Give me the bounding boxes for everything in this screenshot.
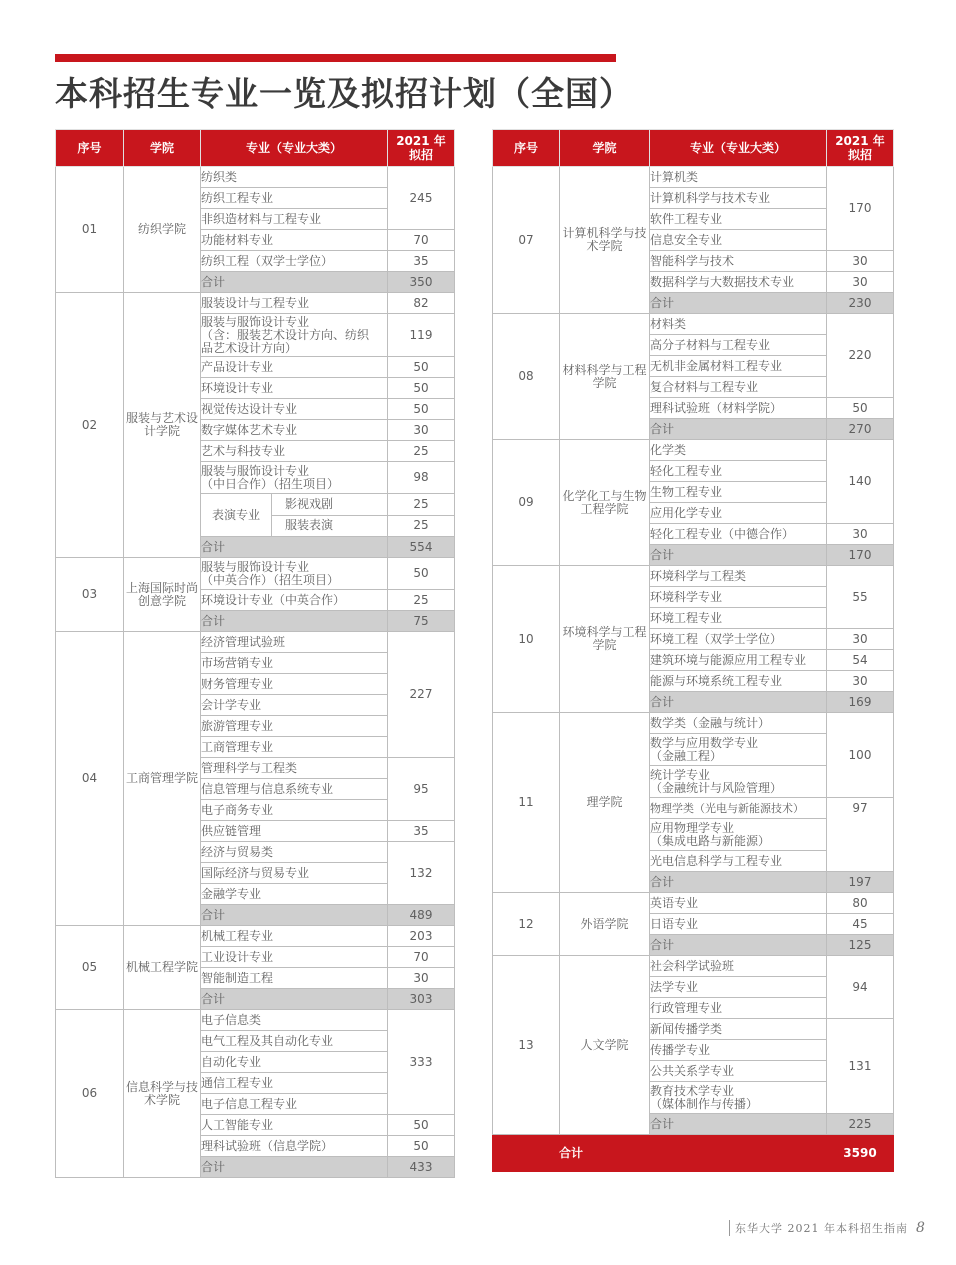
plan-value: 30 — [388, 420, 455, 441]
major-row: 管理科学与工程类 — [201, 758, 388, 779]
major-note: （集成电路与新能源） — [650, 833, 771, 848]
performance-subtable — [201, 494, 387, 536]
major-row: 金融学专业 — [201, 884, 388, 905]
major-note: （金融统计与风险管理） — [650, 780, 783, 795]
plan-value: 227 — [388, 632, 455, 758]
major-note: （中日合作）（招生项目） — [201, 476, 340, 491]
subtotal-value: 230 — [827, 293, 894, 314]
major-row: 环境科学专业 — [650, 587, 827, 608]
major-row: 信息安全专业 — [650, 230, 827, 251]
major-note: （中英合作）（招生项目） — [201, 572, 340, 587]
plan-value: 131 — [827, 1019, 894, 1114]
major-name: 服装与服饰设计专业 — [201, 314, 310, 329]
subtotal-label: 合计 — [650, 872, 827, 893]
major-row: 法学专业 — [650, 977, 827, 998]
plan-value: 50 — [388, 1136, 455, 1157]
major-row: 环境科学与工程类 — [650, 566, 827, 587]
major-row: 服装设计与工程专业 — [201, 293, 388, 314]
major-row: 无机非金属材料工程专业 — [650, 356, 827, 377]
header-college: 学院 — [124, 130, 201, 167]
subtotal-value: 433 — [388, 1157, 455, 1178]
major-row: 社会科学试验班 — [650, 956, 827, 977]
header-major: 专业（专业大类） — [201, 130, 388, 167]
college-name: 材料科学与工程学院 — [560, 314, 650, 440]
plan-value: 50 — [388, 399, 455, 420]
major-row: 自动化专业 — [201, 1052, 388, 1073]
plan-value: 35 — [388, 821, 455, 842]
major-row — [201, 558, 388, 590]
college-name: 机械工程学院 — [124, 926, 201, 1010]
major-row: 能源与环境系统工程专业 — [650, 671, 827, 692]
major-row: 公共关系学专业 — [650, 1061, 827, 1082]
grand-total-label: 合计 — [493, 1135, 650, 1172]
major-row: 信息管理与信息系统专业 — [201, 779, 388, 800]
major-row: 国际经济与贸易专业 — [201, 863, 388, 884]
subtotal-label: 合计 — [201, 537, 388, 558]
college-name: 化学化工与生物工程学院 — [560, 440, 650, 566]
plan-value: 94 — [827, 956, 894, 1019]
major-direction: 服装表演 — [285, 518, 334, 533]
college-name: 计算机科学与技术学院 — [560, 167, 650, 314]
header-no: 序号 — [493, 130, 560, 167]
major-row: 供应链管理 — [201, 821, 388, 842]
plan-value: 119 — [388, 314, 455, 357]
title-accent-bar — [55, 54, 616, 62]
major-row: 轻化工程专业 — [650, 461, 827, 482]
major-row: 环境工程专业 — [650, 608, 827, 629]
plan-value: 95 — [388, 758, 455, 821]
subtotal-value: 554 — [388, 537, 455, 558]
major-row: 数字媒体艺术专业 — [201, 420, 388, 441]
subtotal-value: 169 — [827, 692, 894, 713]
plan-value: 220 — [827, 314, 894, 398]
major-row: 产品设计专业 — [201, 357, 388, 378]
plan-value: 54 — [827, 650, 894, 671]
plan-value: 25 — [388, 441, 455, 462]
major-row: 工商管理专业 — [201, 737, 388, 758]
major-note: （金融工程） — [650, 748, 723, 763]
college-name: 服装与艺术设计学院 — [124, 293, 201, 558]
college-no: 06 — [56, 1010, 124, 1178]
plan-value: 30 — [827, 251, 894, 272]
college-no: 12 — [493, 893, 560, 956]
major-row — [650, 1082, 827, 1114]
major-row: 环境设计专业（中英合作） — [201, 590, 388, 611]
major-direction: 影视戏剧 — [272, 494, 388, 515]
major-row: 理科试验班（信息学院） — [201, 1136, 388, 1157]
major-row: 电子信息工程专业 — [201, 1094, 388, 1115]
plan-value: 333 — [388, 1010, 455, 1115]
major-row: 建筑环境与能源应用工程专业 — [650, 650, 827, 671]
major-row: 工业设计专业 — [201, 947, 388, 968]
header-plan: 2021 年 拟招 — [827, 130, 894, 167]
subtotal-value: 75 — [388, 611, 455, 632]
subtotal-value: 170 — [827, 545, 894, 566]
plan-value: 30 — [827, 629, 894, 650]
major-row: 行政管理专业 — [650, 998, 827, 1019]
page-footer — [735, 1220, 926, 1236]
subtotal-label: 合计 — [650, 545, 827, 566]
major-row: 非织造材料与工程专业 — [201, 209, 388, 230]
major-name: 数学与应用数学专业 — [650, 735, 759, 750]
major-row: 材料类 — [650, 314, 827, 335]
major-row: 纺织类 — [201, 167, 388, 188]
major-note: （媒体制作与传播） — [650, 1096, 759, 1111]
major-row — [650, 819, 827, 851]
major-name: 教育技术学专业 — [650, 1083, 735, 1098]
major-row: 经济与贸易类 — [201, 842, 388, 863]
college-name: 外语学院 — [560, 893, 650, 956]
plan-value: 97 — [827, 798, 894, 872]
college-no: 02 — [56, 293, 124, 558]
grand-total-value: 3590 — [827, 1135, 894, 1172]
plan-value: 30 — [827, 524, 894, 545]
footer-text: 东华大学 2021 年本科招生指南 — [735, 1222, 908, 1235]
college-no: 03 — [56, 558, 124, 632]
major-row: 光电信息科学与工程专业 — [650, 851, 827, 872]
college-name: 工商管理学院 — [124, 632, 201, 926]
plan-value: 80 — [827, 893, 894, 914]
grand-total-row — [493, 1135, 894, 1172]
major-row: 电气工程及其自动化专业 — [201, 1031, 388, 1052]
table-header-row — [56, 130, 455, 167]
header-no: 序号 — [56, 130, 124, 167]
college-no: 05 — [56, 926, 124, 1010]
subtotal-value: 225 — [827, 1114, 894, 1135]
major-row: 功能材料专业 — [201, 230, 388, 251]
college-name: 理学院 — [560, 713, 650, 893]
major-row — [650, 734, 827, 766]
plan-value: 30 — [388, 968, 455, 989]
plan-value: 98 — [388, 462, 455, 494]
college-no: 10 — [493, 566, 560, 713]
major-row: 机械工程专业 — [201, 926, 388, 947]
subtotal-label: 合计 — [650, 293, 827, 314]
major-row: 视觉传达设计专业 — [201, 399, 388, 420]
plan-value: 50 — [388, 1115, 455, 1136]
plan-value: 82 — [388, 293, 455, 314]
major-row: 纺织工程专业 — [201, 188, 388, 209]
major-row: 应用化学专业 — [650, 503, 827, 524]
page-number: 8 — [916, 1220, 926, 1236]
plan-value: 25 — [388, 494, 455, 516]
major-name: 应用物理学专业 — [650, 820, 735, 835]
plan-value: 50 — [827, 398, 894, 419]
subtotal-value: 350 — [388, 272, 455, 293]
major-row: 高分子材料与工程专业 — [650, 335, 827, 356]
major-row: 传播学专业 — [650, 1040, 827, 1061]
major-note: （含：服装艺术设计方向、纺织品艺术设计方向） — [201, 327, 370, 355]
major-row: 生物工程专业 — [650, 482, 827, 503]
college-name: 信息科学与技术学院 — [124, 1010, 201, 1178]
major-row: 电子商务专业 — [201, 800, 388, 821]
subtotal-value: 197 — [827, 872, 894, 893]
college-name: 上海国际时尚创意学院 — [124, 558, 201, 632]
major-row: 环境设计专业 — [201, 378, 388, 399]
subtotal-label: 合计 — [650, 1114, 827, 1135]
major-row: 财务管理专业 — [201, 674, 388, 695]
major-name: 服装与服饰设计专业 — [201, 463, 310, 478]
college-no: 01 — [56, 167, 124, 293]
table-header-row — [493, 130, 894, 167]
major-row: 旅游管理专业 — [201, 716, 388, 737]
plan-value: 170 — [827, 167, 894, 251]
plan-value: 70 — [388, 947, 455, 968]
major-row: 化学类 — [650, 440, 827, 461]
header-major: 专业（专业大类） — [650, 130, 827, 167]
plan-value: 100 — [827, 713, 894, 798]
footer-divider — [729, 1220, 730, 1236]
plan-value: 45 — [827, 914, 894, 935]
plan-value: 35 — [388, 251, 455, 272]
plan-value: 30 — [827, 272, 894, 293]
major-row: 纺织工程（双学士学位） — [201, 251, 388, 272]
plan-value: 140 — [827, 440, 894, 524]
subtotal-value: 303 — [388, 989, 455, 1010]
major-row: 智能制造工程 — [201, 968, 388, 989]
plan-value: 50 — [388, 558, 455, 590]
college-no: 07 — [493, 167, 560, 314]
right-enrollment-table — [492, 129, 894, 1172]
subtotal-label: 合计 — [650, 935, 827, 956]
major-row: 人工智能专业 — [201, 1115, 388, 1136]
page-title: 本科招生专业一览及拟招计划（全国） — [55, 74, 633, 113]
major-row: 软件工程专业 — [650, 209, 827, 230]
major-row: 智能科学与技术 — [650, 251, 827, 272]
plan-value: 30 — [827, 671, 894, 692]
major-row: 艺术与科技专业 — [201, 441, 388, 462]
major-row: 数据科学与大数据技术专业 — [650, 272, 827, 293]
header-plan: 2021 年 拟招 — [388, 130, 455, 167]
major-row: 计算机科学与技术专业 — [650, 188, 827, 209]
subtotal-value: 489 — [388, 905, 455, 926]
major-row: 电子信息类 — [201, 1010, 388, 1031]
major-row: 日语专业 — [650, 914, 827, 935]
major-row: 物理学类（光电与新能源技术） — [650, 798, 827, 819]
major-row: 计算机类 — [650, 167, 827, 188]
subtotal-label: 合计 — [201, 1157, 388, 1178]
major-row: 复合材料与工程专业 — [650, 377, 827, 398]
major-row: 市场营销专业 — [201, 653, 388, 674]
major-row-split — [201, 494, 388, 537]
subtotal-value: 125 — [827, 935, 894, 956]
major-row: 通信工程专业 — [201, 1073, 388, 1094]
major-row: 环境工程（双学士学位） — [650, 629, 827, 650]
college-name: 纺织学院 — [124, 167, 201, 293]
plan-value: 245 — [388, 167, 455, 230]
major-name: 统计学专业 — [650, 767, 711, 782]
college-name: 环境科学与工程学院 — [560, 566, 650, 713]
major-row: 轻化工程专业（中德合作） — [650, 524, 827, 545]
plan-value: 25 — [388, 590, 455, 611]
major-name: 服装与服饰设计专业 — [201, 559, 310, 574]
plan-value: 50 — [388, 378, 455, 399]
subtotal-value: 270 — [827, 419, 894, 440]
college-name: 人文学院 — [560, 956, 650, 1135]
plan-value: 50 — [388, 357, 455, 378]
college-no: 09 — [493, 440, 560, 566]
subtotal-label: 合计 — [201, 905, 388, 926]
college-no: 04 — [56, 632, 124, 926]
subtotal-label: 合计 — [201, 989, 388, 1010]
major-row — [650, 766, 827, 798]
major-row: 经济管理试验班 — [201, 632, 388, 653]
major-row — [201, 314, 388, 357]
plan-value: 55 — [827, 566, 894, 629]
major-row: 新闻传播学类 — [650, 1019, 827, 1040]
major-row: 会计学专业 — [201, 695, 388, 716]
college-no: 13 — [493, 956, 560, 1135]
subtotal-label: 合计 — [201, 611, 388, 632]
major-group: 表演专业 — [201, 494, 272, 536]
major-row: 数学类（金融与统计） — [650, 713, 827, 734]
plan-value: 25 — [388, 515, 455, 537]
college-no: 08 — [493, 314, 560, 440]
left-enrollment-table — [55, 129, 455, 1178]
major-row: 英语专业 — [650, 893, 827, 914]
subtotal-label: 合计 — [650, 692, 827, 713]
college-no: 11 — [493, 713, 560, 893]
plan-value: 132 — [388, 842, 455, 905]
plan-value: 203 — [388, 926, 455, 947]
major-row: 理科试验班（材料学院） — [650, 398, 827, 419]
subtotal-label: 合计 — [201, 272, 388, 293]
header-college: 学院 — [560, 130, 650, 167]
plan-value: 70 — [388, 230, 455, 251]
subtotal-label: 合计 — [650, 419, 827, 440]
major-row — [201, 462, 388, 494]
